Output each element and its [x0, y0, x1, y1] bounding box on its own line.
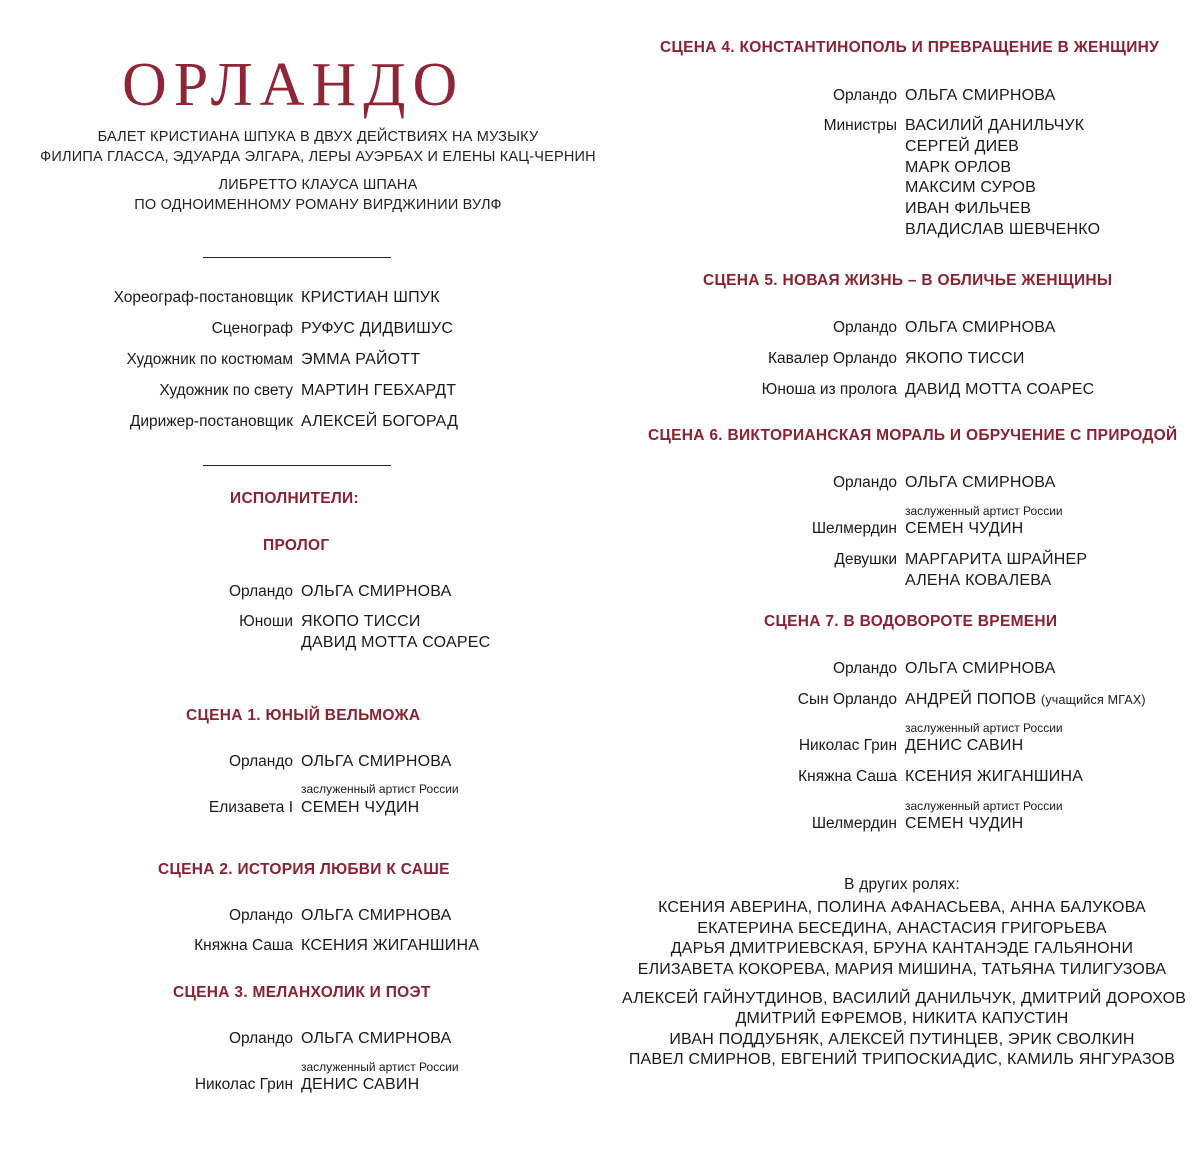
scene-heading: СЦЕНА 2. ИСТОРИЯ ЛЮБВИ К САШЕ	[158, 861, 450, 878]
performer-name: СЕМЕН ЧУДИН	[905, 520, 1024, 537]
scene-heading: СЦЕНА 6. ВИКТОРИАНСКАЯ МОРАЛЬ И ОБРУЧЕНИЕ С ПРИРОДОЙ	[648, 427, 1178, 444]
divider	[203, 465, 391, 466]
role-label: Юноши	[239, 613, 293, 630]
role-label: Николас Грин	[194, 1076, 293, 1093]
honor-title: заслуженный артист России	[905, 799, 1063, 813]
role-label: Девушки	[834, 551, 897, 568]
subtitle-line: ПО ОДНОИМЕННОМУ РОМАНУ ВИРДЖИНИИ ВУЛФ	[134, 197, 502, 213]
performers-heading: ИСПОЛНИТЕЛИ:	[230, 490, 359, 507]
performer-name-text: АНДРЕЙ ПОПОВ	[905, 691, 1037, 708]
role-label: Княжна Саша	[194, 937, 293, 954]
scene-heading: СЦЕНА 7. В ВОДОВОРОТЕ ВРЕМЕНИ	[764, 613, 1058, 630]
performer-name	[905, 691, 1146, 709]
role-label: Орландо	[832, 87, 897, 104]
creator-role: Художник по костюмам	[126, 351, 293, 368]
role-label: Орландо	[832, 474, 897, 491]
page-title: ОРЛАНДО	[122, 51, 465, 119]
performer-name: ОЛЬГА СМИРНОВА	[905, 87, 1056, 104]
creator-role: Дирижер-постановщик	[129, 413, 293, 430]
performer-name: ОЛЬГА СМИРНОВА	[301, 583, 452, 600]
subtitle-line: ФИЛИПА ГЛАССА, ЭДУАРДА ЭЛГАРА, ЛЕРЫ АУЭРБАХ И ЕЛЕНЫ КАЦ-ЧЕРНИН	[40, 149, 596, 165]
role-label: Сын Орландо	[797, 691, 897, 708]
other-roles-line: ДМИТРИЙ ЕФРЕМОВ, НИКИТА КАПУСТИН	[735, 1010, 1069, 1027]
performer-name: СЕМЕН ЧУДИН	[301, 799, 420, 816]
performer-name: ЯКОПО ТИССИ	[301, 613, 421, 630]
creator-role: Художник по свету	[159, 382, 293, 399]
performer-name: ОЛЬГА СМИРНОВА	[301, 753, 452, 770]
other-roles-line: ПАВЕЛ СМИРНОВ, ЕВГЕНИЙ ТРИПОСКИАДИС, КАМИЛЬ ЯНГУРАЗОВ	[628, 1051, 1176, 1068]
prologue-heading: ПРОЛОГ	[263, 537, 330, 554]
creator-role: Сценограф	[211, 320, 293, 337]
performer-name: ДАВИД МОТТА СОАРЕС	[905, 381, 1095, 398]
creator-name: КРИСТИАН ШПУК	[301, 289, 440, 306]
performer-name: МАРК ОРЛОВ	[905, 159, 1012, 176]
performer-name: МАКСИМ СУРОВ	[905, 179, 1036, 196]
other-roles-line: ЕКАТЕРИНА БЕСЕДИНА, АНАСТАСИЯ ГРИГОРЬЕВА	[697, 920, 1107, 937]
role-label: Кавалер Орландо	[768, 350, 897, 367]
performer-name: ВЛАДИСЛАВ ШЕВЧЕНКО	[905, 221, 1101, 238]
role-label: Министры	[823, 117, 897, 134]
honor-title: заслуженный артист России	[905, 504, 1063, 518]
scene-heading: СЦЕНА 3. МЕЛАНХОЛИК И ПОЭТ	[173, 984, 431, 1001]
role-label: Шелмердин	[811, 520, 897, 537]
role-label: Орландо	[832, 660, 897, 677]
performer-name: АЛЕНА КОВАЛЕВА	[905, 572, 1052, 589]
scene-heading: СЦЕНА 1. ЮНЫЙ ВЕЛЬМОЖА	[186, 707, 421, 724]
honor-title: заслуженный артист России	[301, 782, 459, 796]
honor-title: заслуженный артист России	[301, 1060, 459, 1074]
performer-name: КСЕНИЯ ЖИГАНШИНА	[905, 768, 1084, 785]
role-label: Орландо	[228, 907, 293, 924]
subtitle-line: БАЛЕТ КРИСТИАНА ШПУКА В ДВУХ ДЕЙСТВИЯХ НА МУЗЫКУ	[97, 129, 539, 145]
performer-name: ОЛЬГА СМИРНОВА	[905, 474, 1056, 491]
divider	[203, 257, 391, 258]
role-label: Орландо	[228, 1030, 293, 1047]
other-roles-label: В других ролях:	[844, 876, 960, 893]
performer-name: ОЛЬГА СМИРНОВА	[905, 319, 1056, 336]
performer-name: КСЕНИЯ ЖИГАНШИНА	[301, 937, 480, 954]
other-roles-line: ИВАН ПОДДУБНЯК, АЛЕКСЕЙ ПУТИНЦЕВ, ЭРИК СВОЛКИН	[669, 1031, 1135, 1048]
honor-title: заслуженный артист России	[905, 721, 1063, 735]
other-roles-line: КСЕНИЯ АВЕРИНА, ПОЛИНА АФАНАСЬЕВА, АННА БАЛУКОВА	[658, 899, 1146, 916]
creator-name: ЭММА РАЙОТТ	[301, 351, 421, 368]
scene-heading: СЦЕНА 4. КОНСТАНТИНОПОЛЬ И ПРЕВРАЩЕНИЕ В ЖЕНЩИНУ	[660, 39, 1160, 56]
creator-role: Хореограф-постановщик	[113, 289, 293, 306]
performer-name: ОЛЬГА СМИРНОВА	[301, 1030, 452, 1047]
other-roles-line: АЛЕКСЕЙ ГАЙНУТДИНОВ, ВАСИЛИЙ ДАНИЛЬЧУК, ДМИТРИЙ ДОРОХОВ	[622, 990, 1187, 1007]
performer-name: ДЕНИС САВИН	[301, 1076, 420, 1093]
performer-name: СЕРГЕЙ ДИЕВ	[905, 138, 1020, 155]
performer-name: ВАСИЛИЙ ДАНИЛЬЧУК	[905, 117, 1085, 134]
creator-name: АЛЕКСЕЙ БОГОРАД	[301, 413, 459, 430]
scene-heading: СЦЕНА 5. НОВАЯ ЖИЗНЬ – В ОБЛИЧЬЕ ЖЕНЩИНЫ	[703, 272, 1113, 289]
performer-name: ДАВИД МОТТА СОАРЕС	[301, 634, 491, 651]
role-label: Орландо	[228, 753, 293, 770]
creator-name: РУФУС ДИДВИШУС	[301, 320, 454, 337]
role-label: Шелмердин	[811, 815, 897, 832]
performer-name: ЯКОПО ТИССИ	[905, 350, 1025, 367]
role-label: Елизавета I	[208, 799, 293, 816]
performer-name: ДЕНИС САВИН	[905, 737, 1024, 754]
performer-name: ИВАН ФИЛЬЧЕВ	[905, 200, 1032, 217]
role-label: Орландо	[832, 319, 897, 336]
subtitle-line: ЛИБРЕТТО КЛАУСА ШПАНА	[218, 177, 418, 193]
role-label: Николас Грин	[798, 737, 897, 754]
role-label: Орландо	[228, 583, 293, 600]
creator-name: МАРТИН ГЕБХАРДТ	[301, 382, 457, 399]
other-roles-line: ДАРЬЯ ДМИТРИЕВСКАЯ, БРУНА КАНТАНЭДЕ ГАЛЬЯНОНИ	[670, 940, 1134, 957]
performer-name: МАРГАРИТА ШРАЙНЕР	[905, 551, 1088, 568]
student-note: (учащийся МГАХ)	[1040, 693, 1146, 707]
role-label: Юноша из пролога	[761, 381, 897, 398]
role-label: Княжна Саша	[798, 768, 897, 785]
performer-name: СЕМЕН ЧУДИН	[905, 815, 1024, 832]
performer-name: ОЛЬГА СМИРНОВА	[905, 660, 1056, 677]
other-roles-line: ЕЛИЗАВЕТА КОКОРЕВА, МАРИЯ МИШИНА, ТАТЬЯНА ТИЛИГУЗОВА	[637, 961, 1167, 978]
performer-name: ОЛЬГА СМИРНОВА	[301, 907, 452, 924]
